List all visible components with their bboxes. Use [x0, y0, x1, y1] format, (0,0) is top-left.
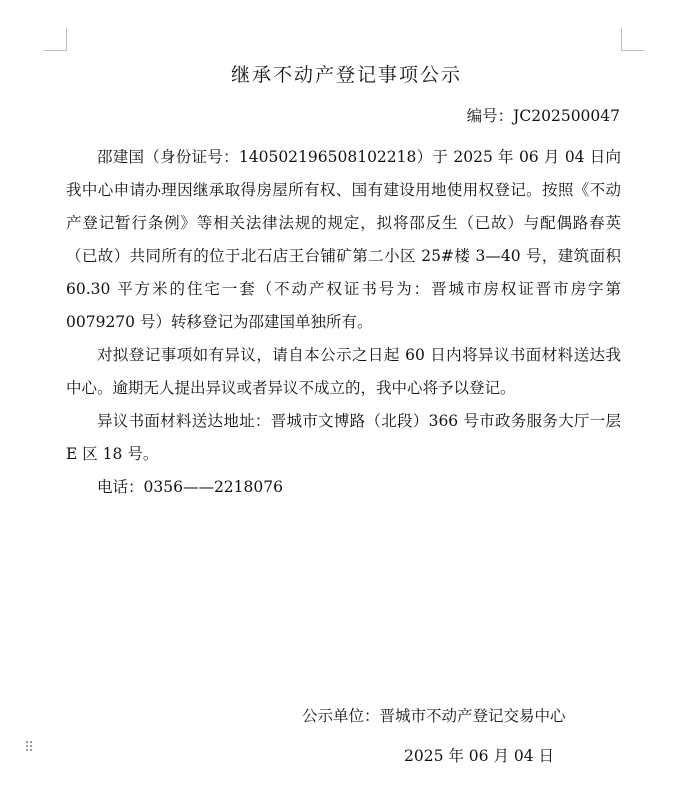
document-title: 继承不动产登记事项公示 [230, 64, 462, 86]
drag-handle-icon[interactable]: ⠿ [24, 740, 33, 756]
paragraph-application: 邵建国（身份证号：140502196508102218）于 2025 年 06 月 04 日向我中心申请办理因继承取得房屋所有权、国有建设用地使用权登记。按照《不动产登记暂行条例》等相关法律法规的规定，拟将邵反生（已故）与配偶路春英（已故）共同所有的位于北石店王台铺矿第二小区 25#楼 3—40 号，建筑面积 60.30 平方米的住宅一套（不动产权证书号为：晋城市房权证晋市房字第 0079270 号）转移登记为邵建国单独所有。 [66, 148, 621, 331]
issue-date: 2025 年 06 月 04 日 [404, 747, 555, 765]
page-corner-mark-top-right [621, 28, 644, 51]
paragraph-address: 异议书面材料送达地址：晋城市文博路（北段）366 号市政务服务大厅一层 E 区 18 号。 [66, 412, 621, 463]
paragraph-objection: 对拟登记事项如有异议，请自本公示之日起 60 日内将异议书面材料送达我中心。逾期无人提出异议或者异议不成立的，我中心将予以登记。 [66, 346, 621, 397]
document-body [66, 141, 621, 504]
issuer-unit: 公示单位：晋城市不动产登记交易中心 [302, 707, 566, 725]
document-number: 编号：JC202500047 [466, 107, 620, 125]
page-corner-mark-top-left [44, 28, 67, 51]
paragraph-phone: 电话：0356——2218076 [97, 478, 283, 496]
